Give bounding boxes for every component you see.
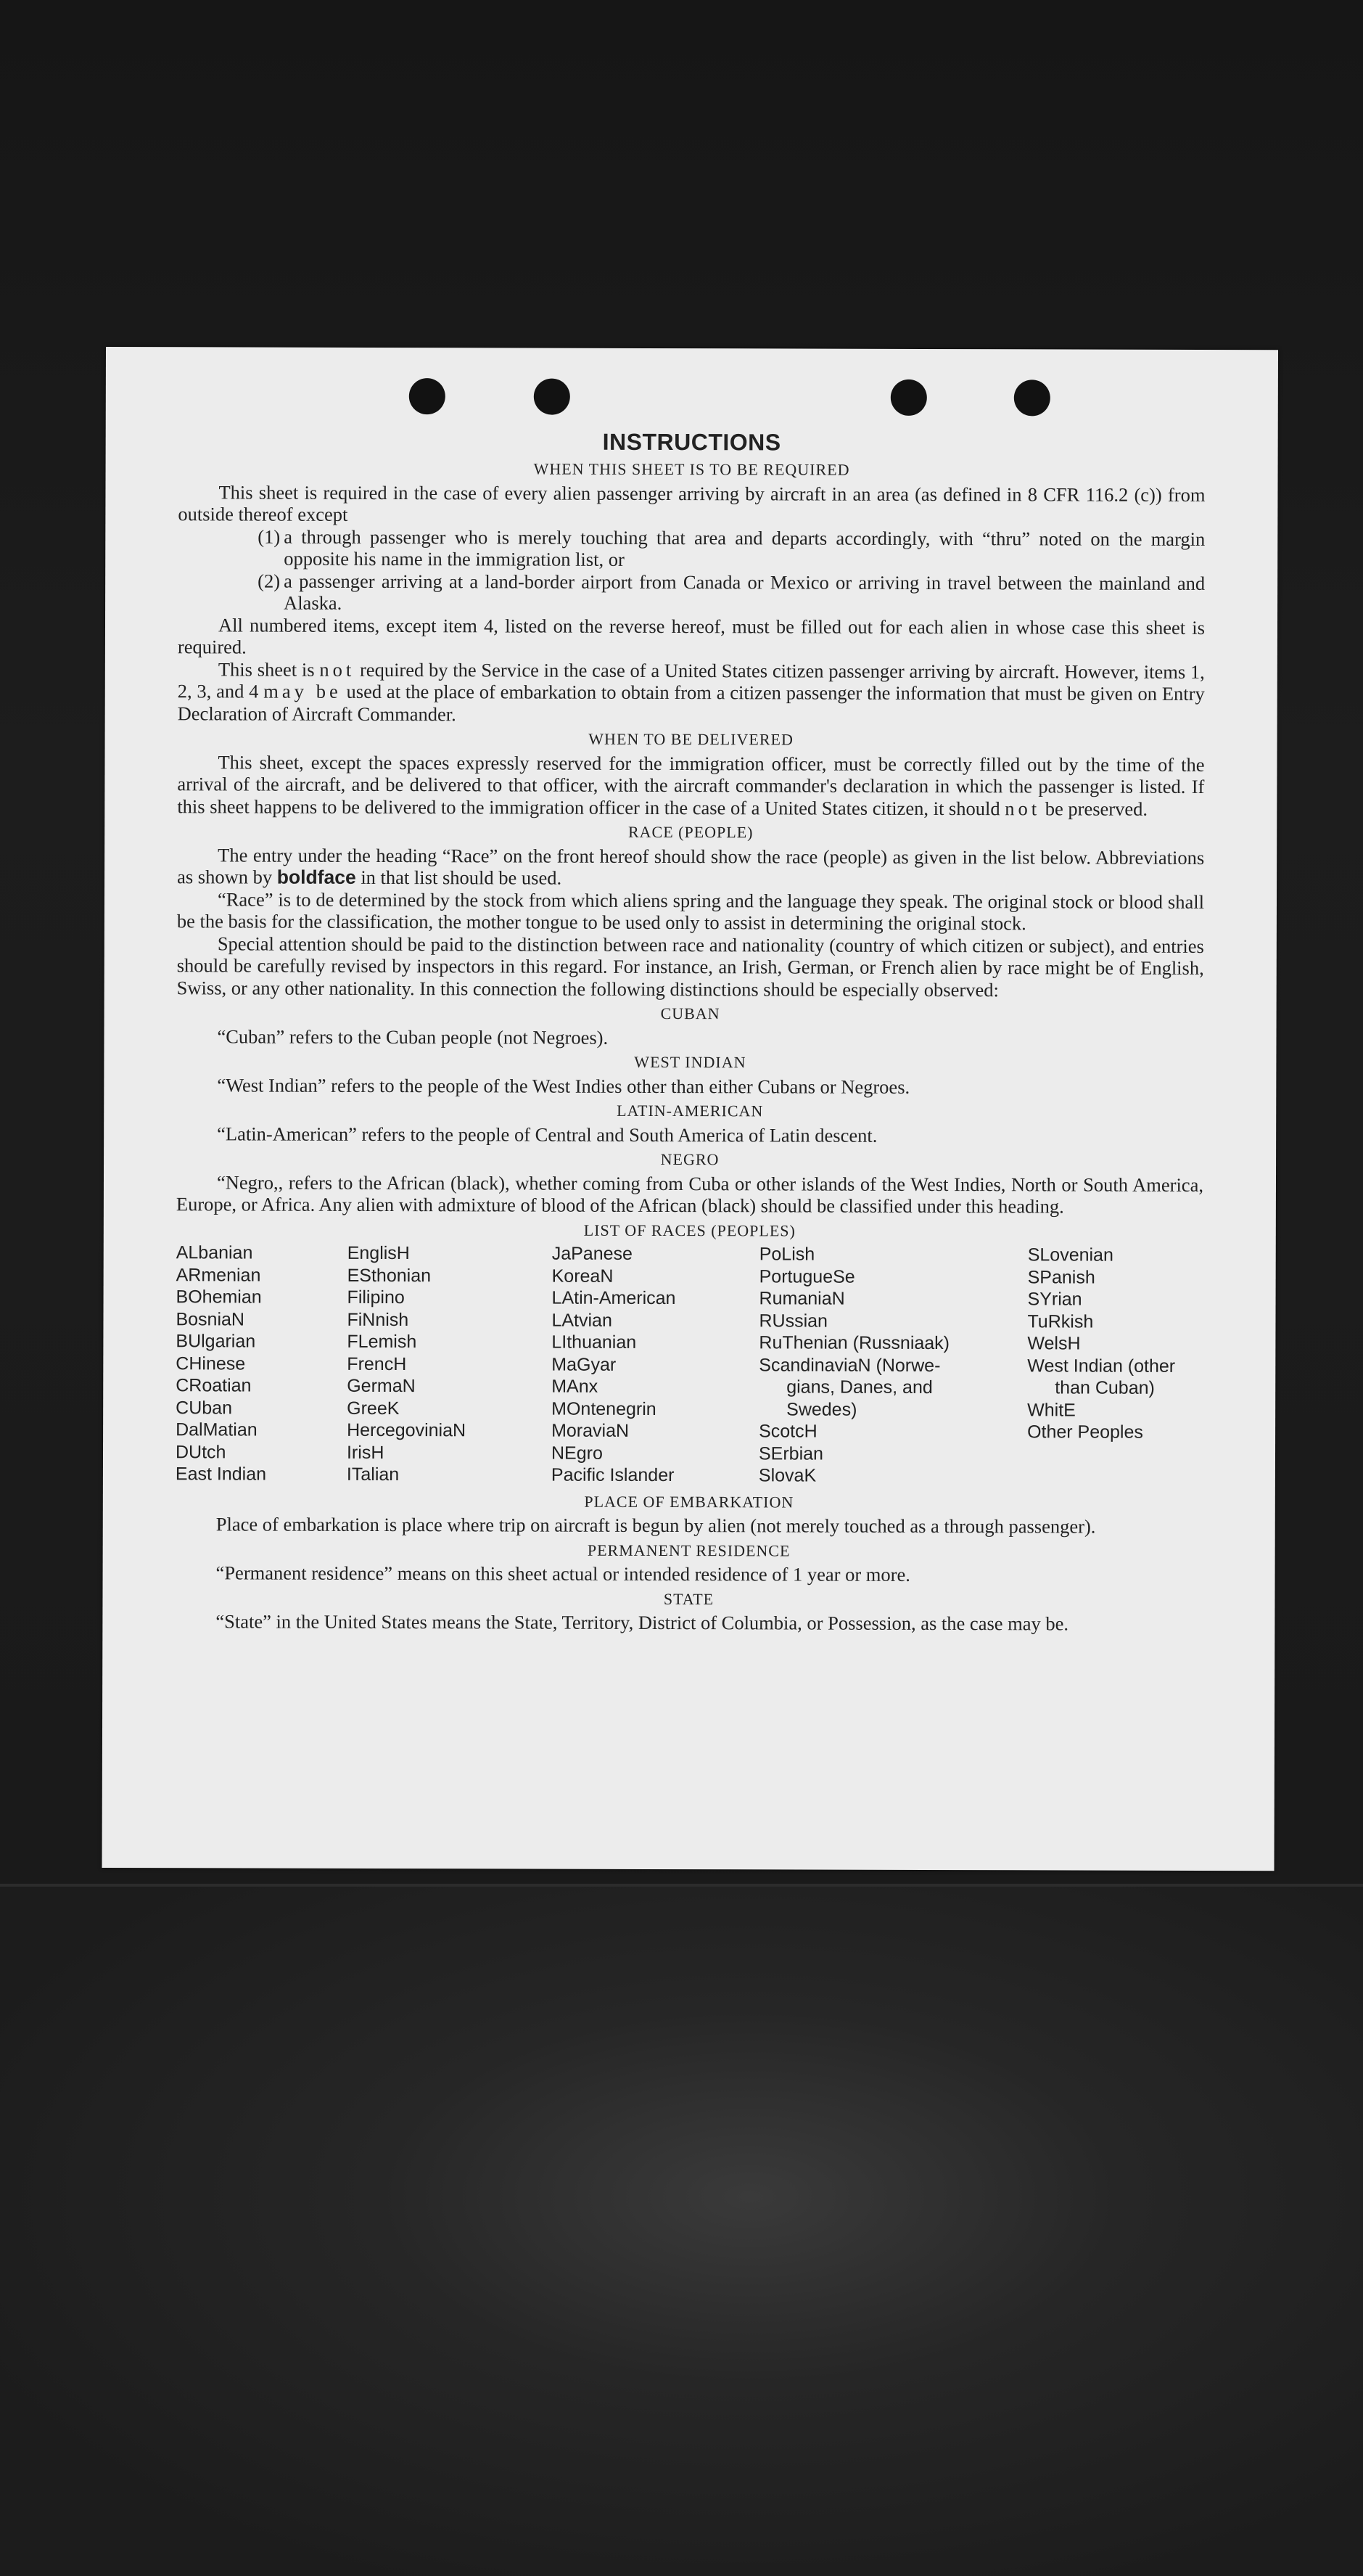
exception-item-1 [178,525,1205,573]
race-entry: JaPanese [551,1243,633,1264]
race-entry: KoreaN [551,1266,614,1287]
text-segment: required by the Service in the case of a United States citizen passenger arriving by aircraft. However, items 1, 2, 3, and 4 [177,658,1205,702]
race-entry: PortugueSe [759,1266,855,1287]
document-title: INSTRUCTIONS [602,428,781,456]
section-heading-cuban: CUBAN [660,1004,720,1023]
race-entry: LAtvian [551,1310,612,1331]
race-paragraph-1 [177,844,1204,891]
section-heading-residence: PERMANENT RESIDENCE [587,1541,791,1559]
text-segment: in that list should be used. [361,866,562,889]
sheet-content [175,427,1205,1635]
emphasis-not: not [319,658,355,681]
race-entry-continuation: gians, Danes, and [786,1377,933,1398]
race-entry: LIthuanian [551,1332,637,1353]
race-entry: RumaniaN [759,1288,845,1309]
race-entry: WelsH [1027,1333,1081,1354]
section-heading-embarkation: PLACE OF EMBARKATION [584,1492,794,1511]
section-heading-delivered: WHEN TO BE DELIVERED [588,729,794,749]
exception-item-2 [178,570,1205,617]
race-entry: DUtch [175,1441,226,1462]
exception-item-number: (1) [258,525,281,548]
race-entry: ITalian [346,1464,400,1485]
race-entry: ScandinaviaN (Norwe- [759,1354,941,1376]
race-entry: FiNnish [347,1309,409,1330]
race-entry: ESthonian [347,1265,432,1286]
race-entry: CRoatian [176,1375,252,1396]
race-entry: MOntenegrin [551,1398,656,1419]
race-entry: WhitE [1027,1399,1076,1421]
embarkation-text: Place of embarkation is place where trip on aircraft is begun by alien (not merely touched as a through passenger). [215,1513,1096,1538]
required-paragraph-2: All numbered items, except item 4, listed on the reverse hereof, must be filled out for each alien in whose case this sheet is required. [177,613,1206,658]
race-entry: RuThenian (Russniaak) [759,1332,950,1354]
text-segment: used at the place of embarkation to obtain from a citizen passenger the information that must be given on Entry Declaration of Aircraft Commander. [177,680,1205,725]
race-entry: SPanish [1027,1266,1095,1288]
race-entry: FLemish [347,1331,417,1353]
race-entry: MAnx [551,1376,598,1397]
race-entry: LAtin-American [551,1287,676,1309]
race-entry-continuation: Swedes) [786,1398,857,1420]
race-entry: West Indian (other [1027,1355,1176,1377]
race-entry: GermaN [347,1375,416,1397]
race-entry: Filipino [347,1287,405,1308]
race-entry: PoLish [759,1244,815,1265]
exception-item-number: (2) [258,570,281,592]
cuban-text: “Cuban” refers to the Cuban people (not Negroes). [217,1025,609,1049]
section-heading-negro: NEGRO [660,1150,720,1169]
race-entry: DalMatian [176,1419,258,1440]
race-entry: ScotcH [759,1421,818,1442]
race-entry: GreeK [347,1398,400,1419]
section-heading-west-indian: WEST INDIAN [634,1052,746,1072]
race-entry: TuRkish [1027,1310,1094,1332]
section-heading-races-list: LIST OF RACES (PEOPLES) [583,1221,796,1239]
race-paragraph-3: Special attention should be paid to the distinction between race and nationality (country of which citizen or subject), and entries should be carefully revised by inspectors in this regard. For instance, an Irish, German, or French alien by race might be of English, Swiss, or any other nationality. In this connection the following distinctions should be especially observed: [176,932,1204,1001]
race-entry-continuation: than Cuban) [1055,1377,1155,1398]
exception-item-text: a passenger arriving at a land-border airport from Canada or Mexico or arriving in travel between the mainland and Alaska. [284,570,1206,614]
state-text: “State” in the United States means the State, Territory, District of Columbia, or Possession, as the case may be. [215,1610,1069,1635]
races-column-4 [759,1243,1028,1487]
race-entry: HercegoviniaN [347,1419,466,1441]
emphasis-not: not [1005,797,1041,819]
race-entry: SErbian [758,1443,824,1464]
punch-hole [534,379,570,415]
races-list [176,1242,1203,1488]
race-entry: SLovenian [1027,1244,1113,1266]
races-column-3 [551,1243,759,1487]
race-paragraph-2: “Race” is to de determined by the stock from which aliens spring and the language they speak. The original stock or blood shall be the basis for the classification, the mother tongue to be used only to assist in determining the original stock. [176,887,1205,935]
punch-hole [409,378,445,414]
race-entry: BUlgarian [176,1331,256,1352]
race-entry: East Indian [175,1464,267,1485]
punch-hole [1014,380,1050,416]
section-heading-race: RACE (PEOPLE) [627,822,754,842]
section-heading-latin-american: LATIN-AMERICAN [617,1101,764,1120]
race-entry: Pacific Islander [551,1464,675,1486]
text-segment: This sheet, except the spaces expressly reserved for the immigration officer, must be correctly filled out by the time of the arrival of the aircraft, and be delivered to that officer, with the aircraft commander's declaration in which the passenger is listed. If this sheet happens to be delivered to the immigration officer in the case of a United States citizen, it should [177,750,1205,819]
punch-hole [891,380,927,416]
race-entry: NEgro [551,1443,603,1464]
required-paragraph-1: This sheet is required in the case of every alien passenger arriving by aircraft in an area (as defined in 8 CFR 116.2 (c)) from outside thereof except [178,480,1206,525]
race-entry: Other Peoples [1027,1422,1143,1443]
race-entry: ARmenian [176,1264,261,1286]
emphasis-boldface: boldface [276,866,356,888]
races-column-2 [347,1242,552,1486]
race-entry: SYrian [1027,1289,1082,1310]
race-entry: FrencH [347,1353,407,1374]
race-entry: CUban [176,1397,233,1418]
race-entry: BosniaN [176,1308,245,1330]
emphasis-may-be: may be [263,680,342,702]
section-heading-state: STATE [663,1589,715,1608]
delivered-paragraph [177,751,1204,820]
race-entry: SlovaK [758,1465,817,1486]
scan-background-bottom [0,1887,1363,2576]
instruction-sheet [102,347,1278,1871]
race-entry: BOhemian [176,1287,262,1308]
required-paragraph-3 [178,658,1205,727]
text-segment: The entry under the heading “Race” on the front hereof should show the race (people) as given in the list below. Abbreviations as shown by [177,843,1205,888]
latin-american-text: “Latin-American” refers to the people of Central and South America of Latin descent. [217,1122,878,1147]
race-entry: MaGyar [551,1354,617,1375]
text-segment: This sheet is [218,657,315,681]
residence-text: “Permanent residence” means on this sheet actual or intended residence of 1 year or more. [215,1562,910,1586]
race-entry: RUssian [759,1310,828,1332]
text-segment: be preserved. [1045,797,1148,820]
race-entry: MoraviaN [551,1420,630,1441]
exception-item-text: a through passenger who is merely touching that area and departs accordingly, with “thru” noted on the margin opposite his name in the immigration list, or [284,525,1206,570]
race-entry: EnglisH [347,1242,410,1264]
race-entry: ALbanian [176,1242,253,1263]
races-column-5 [1027,1244,1203,1488]
west-indian-text: “West Indian” refers to the people of the West Indies other than either Cubans or Negroes. [217,1073,910,1098]
races-column-1 [176,1242,347,1485]
race-entry: IrisH [346,1442,384,1463]
negro-text: “Negro,, refers to the African (black), whether coming from Cuba or other islands of the West Indies, North or South America, Europe, or Africa. Any alien with admixture of blood of the African (black) should be classified under this heading. [176,1170,1204,1218]
race-entry: CHinese [176,1353,246,1374]
section-heading-required: WHEN THIS SHEET IS TO BE REQUIRED [533,459,850,479]
